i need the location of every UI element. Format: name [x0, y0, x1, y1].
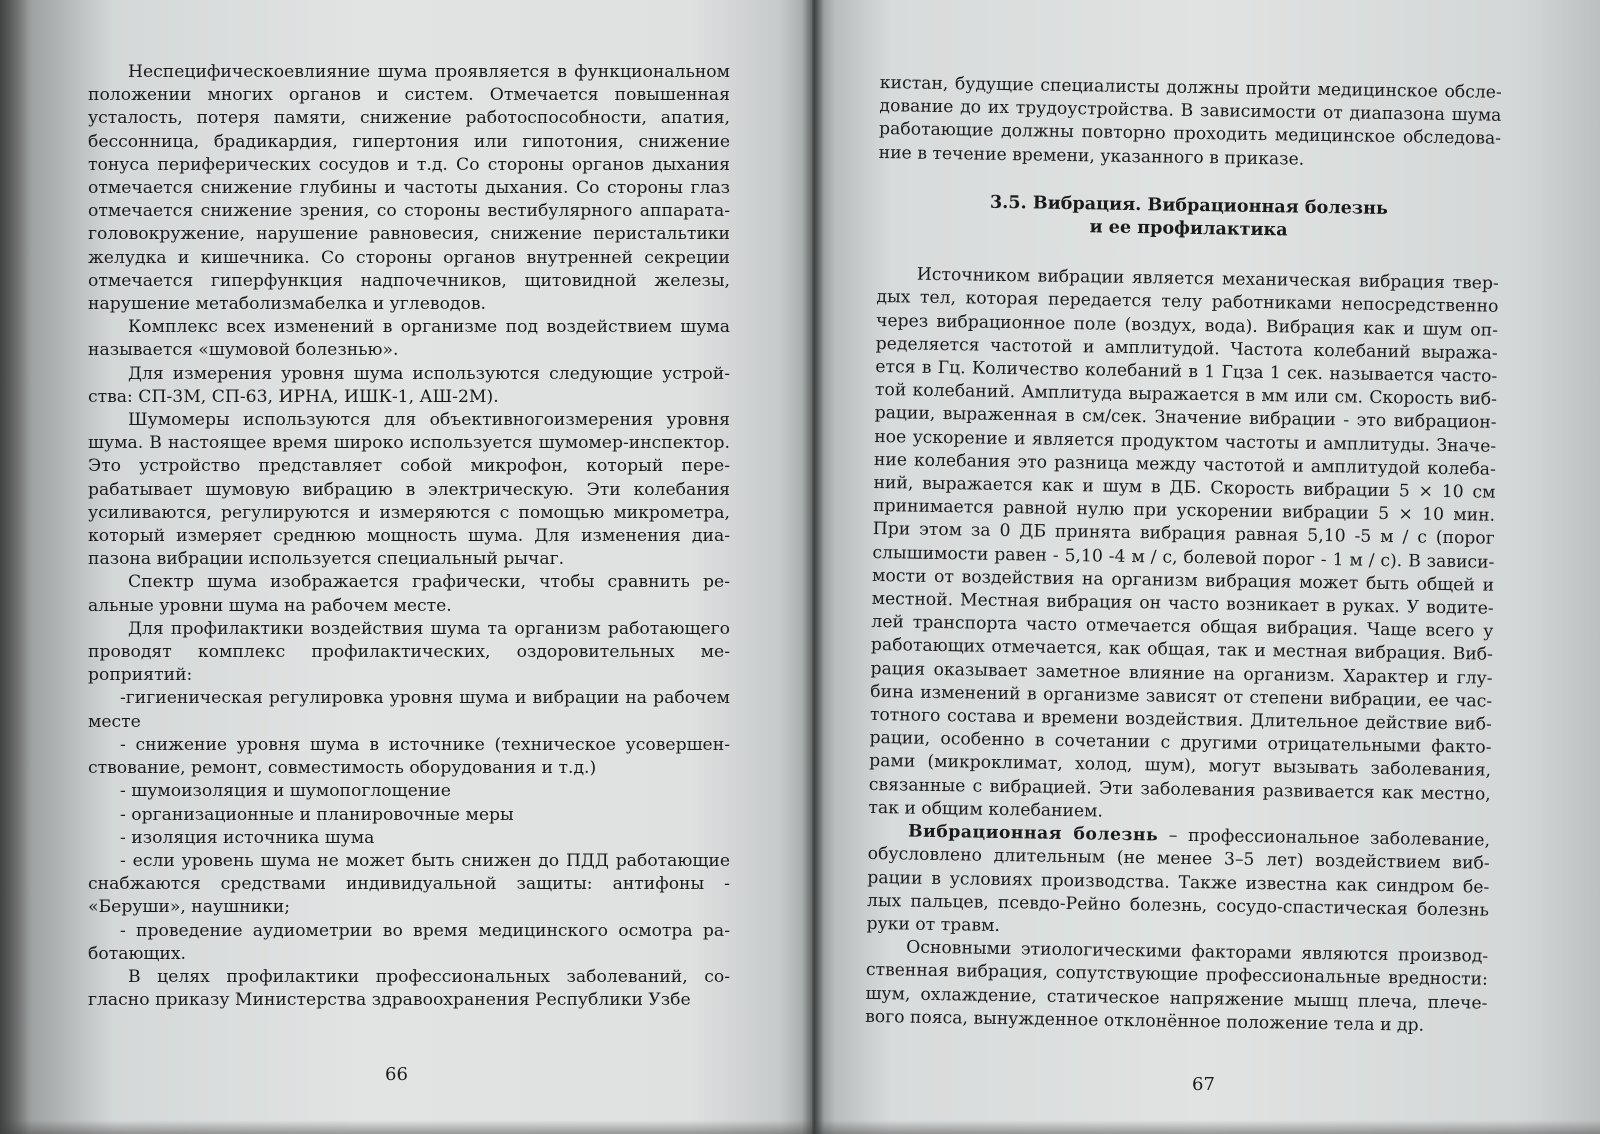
section-title [877, 189, 1500, 245]
paragraph: Основными этиологическими факторами являются производственная вибрация, сопутствующие профессиональные вредности: шум, охлаждение, статическое напряжение мышц плеча, плечевого пояса, вынужденное отклонённое положение тела и др. [865, 937, 1489, 1036]
term-highlight: Вибрационная болезнь [907, 821, 1159, 846]
section-title-line: и ее профилактика [1089, 216, 1288, 241]
paragraph: В целях профилактики профессиональных заболеваний, согласно приказу Министерства здравоохранения Республики Узбе [88, 966, 730, 1011]
page-number: 67 [1192, 1074, 1215, 1095]
paragraph: Неспецифическоевлияние шума проявляется в функциональном положении многих органов и систем. Отмечается повышенная усталость, потеря памяти, снижение работоспособности, апатия, бессонница, брадикардия, гипертония или гипотония, снижение тонуса периферических сосудов и т.д. Со стороны органов дыхания отмечается снижение глубины и частоты дыхания. Со стороны глаз отмечается снижение зрения, со стороны вестибулярного аппарата-головокружение, нарушение равновесия, снижение перистальтики желудка и кишечника. Со стороны органов внутренней секреции отмечается гиперфункция надпочечников, щитовидной железы, нарушение метаболизмабелка и углеводов. [88, 62, 730, 315]
right-page-text [865, 72, 1502, 1039]
page-edge-shadow [0, 0, 30, 1134]
list-item: - изоляция источника шума [120, 827, 375, 848]
paragraph: Шумомеры используются для объективногоизмерения уровня шума. В настоящее время широко используется шумомер-инспектор. Это устройство представляет собой микрофон, который перерабатывает шумовую вибрацию в электрическую. Эти колебания усиливаются, регулируются и измеряются с помощью микрометра, который измеряет среднюю мощность шума. Для изменения диапазона вибрации используется специальный рычаг. [88, 410, 730, 570]
list-item: - снижение уровня шума в источнике (техническое усовершенствование, ремонт, совместимость оборудования и т.д.) [88, 734, 730, 779]
paragraph-text: – профессиональное заболевание, обусловлено длительным (не менее 3–5 лет) воздействием вибрации в условиях производства. Также известна как синдром белых пальцев, псевдо-Рейно болезнь, сосудо-спастическая болезнь руки от травм. [866, 825, 1491, 936]
list-item: -гигиеническая регулировка уровня шума и вибрации на рабочем месте [88, 688, 730, 732]
paragraph: Спектр шума изображается графически, чтобы сравнить реальные уровни шума на рабочем месте. [88, 572, 730, 616]
section-title-line: 3.5. Вибрация. Вибрационная болезнь [989, 191, 1389, 219]
continuation-paragraph: кистан, будущие специалисты должны пройти медицинское обследование до их трудоустройства. В зависимости от диапазона шума работающие должны повторно проходить медицинское обследование в течение времени, указанного в приказе. [878, 72, 1502, 170]
list-item: - организационные и планировочные меры [120, 804, 514, 825]
bottom-edge-shadow [0, 1120, 1600, 1134]
paragraph [866, 820, 1490, 946]
right-page [812, 0, 1600, 1134]
page-number: 66 [385, 1064, 408, 1085]
list-item: - шумоизоляция и шумопоглощение [120, 781, 451, 802]
paragraph: Комплекс всех изменений в организме под воздействием шума называется «шумовой болезнью». [88, 317, 730, 361]
paragraph: Источником вибрации является механическая вибрация твердых тел, которая передается телу работниками непосредственно через вибрационное поле (воздух, вода). Вибрация как и шум определяется частотой и амплитудой. Частота колебаний выражается в Гц. Количество колебаний в 1 Гцза 1 сек. называется частотой колебаний. Амплитуда выражается в мм или см. Скорость вибрации, выраженная в см/сек. Значение вибрации - это вибрационное ускорение и является продуктом частоты и амплитуды. Значение колебания это разница между частотой и амплитудой колебаний, выражается как и шум в ДБ. Скорость вибрации 5 × 10 см принимается равной нулю при ускорении вибрации 5 × 10 мин. При этом за 0 ДБ принята вибрация равная 5,10 -5 м / с (порог слышимости равен - 5,10 -4 м / с, болевой порог - 1 м / с). В зависимости от воздействия на организм вибрация может быть общей и местной. Местная вибрация он часто возникает в руках. У водителей транспорта часто отмечается общая вибрация. Чаще всего у работающих отмечается, как общая, так и местная вибрация. Вибрация оказывает заметное влияние на организм. Характер и глубина изменений в организме зависят от степени вибрации, ее частотного состава и времени воздействия. Длительное действие вибрации, особенно в сочетании с другими отрицательными факторами (микроклимат, холод, шум), могут вызывать заболевания, связанные с вибрацией. Эти заболевания развивается как местно, так и общим колебанием. [868, 264, 1499, 822]
list-item: - проведение аудиометрии во время медицинского осмотра работающих. [88, 920, 730, 964]
book-gutter [802, 0, 824, 1134]
paragraph: Для измерения уровня шума используются следующие устройства: СП-3М, СП-63, ИРНА, ИШК-1, АШ-2М). [88, 363, 730, 407]
list-item: - если уровень шума не может быть снижен до ПДД работающие снабжаются средствами индивидуальной защиты: антифоны - «Беруши», наушники; [88, 850, 730, 918]
paragraph: Для профилактики воздействия шума та организм работающего проводят комплекс профилактических, оздоровительных мероприятий: [88, 618, 730, 686]
left-page-text [88, 61, 730, 1012]
